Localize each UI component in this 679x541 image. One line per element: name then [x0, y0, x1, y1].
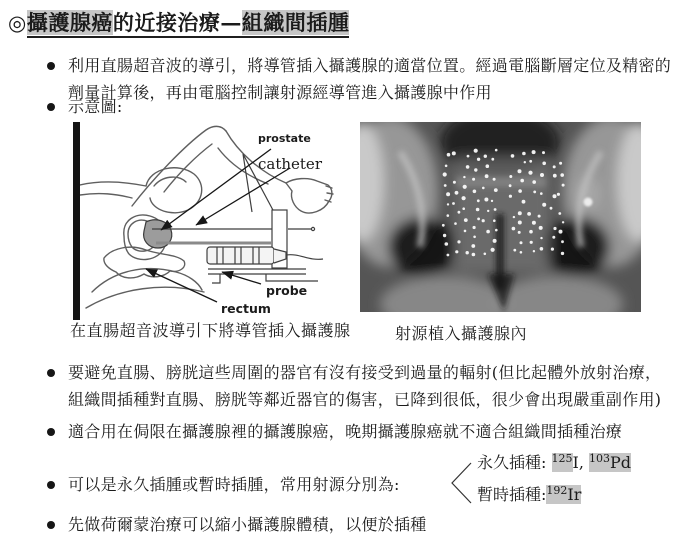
bullet-marker	[47, 369, 55, 377]
bullet-text-indication: 適合用在侷限在攝護腺裡的攝護腺癌，晚期攝護腺癌就不適合組織間插種治療	[68, 422, 623, 441]
temporary-implant-label: 暫時插種:	[477, 485, 547, 504]
title-highlight-1: 攝護腺癌	[26, 10, 113, 35]
title-highlight-2: 組織間插腫	[241, 10, 350, 35]
label-rectum: rectum	[221, 301, 271, 316]
branch-bracket	[451, 461, 473, 505]
caption-left-figure: 在直腸超音波導引下將導管插入攝護腺	[70, 321, 351, 340]
page-title	[8, 7, 349, 37]
temporary-implant-line	[477, 479, 581, 507]
implant-procedure-diagram	[80, 122, 345, 320]
isotope-192ir: $^{192}$Ir	[546, 484, 582, 504]
isotope-103pd: $^{103}$Pd	[589, 452, 632, 472]
xray-seed-implant-image	[360, 122, 641, 312]
bullet-marker	[47, 103, 55, 111]
bullet-text-guidance: 利用直腸超音波的導引，將導管插入攝護腺的適當位置。經過電腦斷層定位及精密的劑量計算後，再由電腦控制讓射源經導管進入攝護腺中作用	[68, 56, 672, 102]
title-middle: 的近接治療—	[112, 10, 242, 35]
caption-right-figure: 射源植入攝護腺內	[395, 324, 528, 343]
label-prostate: prostate	[258, 132, 311, 145]
label-probe: probe	[266, 283, 308, 298]
bullet-marker	[47, 428, 55, 436]
title-marker: ◎	[8, 10, 27, 35]
bullet-text-hormone: 先做荷爾蒙治療可以縮小攝護腺體積，以便於插種	[68, 515, 427, 534]
bullet-text-diagram: 示意圖:	[68, 97, 123, 116]
bullet-text-side-effects: 要避免直腸、膀胱這些周圍的器官有沒有接受到過量的輻射(但比起體外放射治療，組織間插種對直腸、膀胱等鄰近器官的傷害，已降到很低，很少會出現嚴重副作用)	[68, 363, 662, 409]
bullet-text-sources: 可以是永久插腫或暫時插腫，常用射源分別為:	[68, 475, 400, 494]
permanent-implant-line	[477, 447, 631, 475]
label-catheter: catheter	[258, 155, 322, 173]
figure-left-black-bar	[73, 122, 80, 320]
isotope-125: 125	[552, 453, 573, 472]
bullet-marker	[47, 481, 55, 489]
permanent-implant-label: 永久插種:	[477, 453, 547, 472]
bright-calcification-spot	[584, 198, 593, 207]
bullet-marker	[47, 62, 55, 70]
bullet-marker	[47, 521, 55, 529]
isotope-125-symbol: I,	[572, 453, 584, 472]
